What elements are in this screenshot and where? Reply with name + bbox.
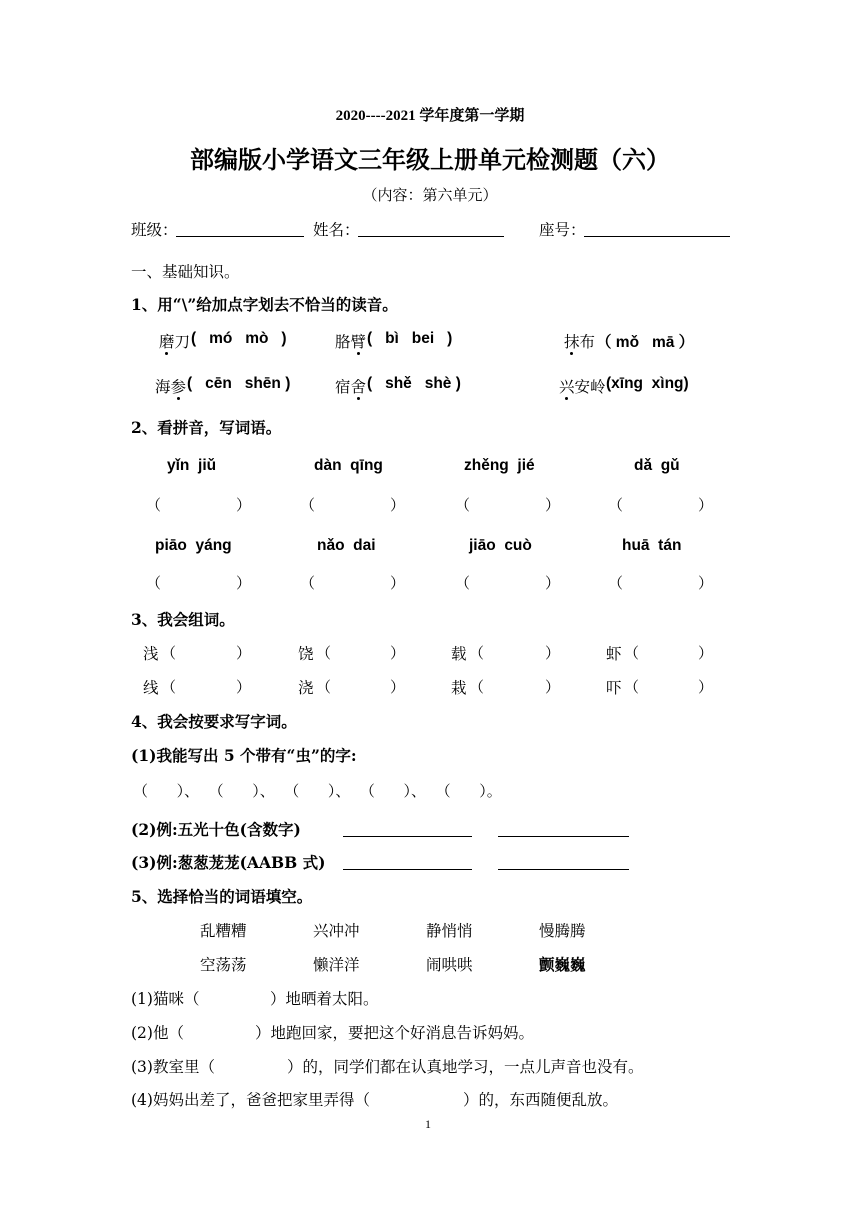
q3-character: 饶 <box>298 645 314 663</box>
q5-word-option: 懒洋洋 <box>313 956 360 974</box>
q5-sentence-4-end: ）的，东西随便乱放。 <box>463 1091 619 1109</box>
q5-sentence-4-start: (4)妈妈出差了，爸爸把家里弄得（ <box>131 1091 370 1109</box>
q1-word: 胳臂 <box>335 330 366 352</box>
q5-sentence-1-end: ）地晒着太阳。 <box>270 990 379 1008</box>
question-3-prompt: 3、我会组词。 <box>131 610 235 629</box>
q5-word-option: 闹哄哄 <box>426 956 473 974</box>
q5-sentence-3-end: ）的，同学们都在认真地学习，一点儿声音也没有。 <box>287 1058 644 1076</box>
q1-word: 磨刀 <box>159 330 190 352</box>
q5-sentence-3-start: (3)教室里（ <box>131 1058 215 1076</box>
q1-word: 宿舍 <box>335 375 366 397</box>
q2-answer-close: ） <box>698 496 714 514</box>
q2-answer-close: ） <box>236 496 252 514</box>
section-heading: 一、基础知识。 <box>131 263 240 281</box>
page-subtitle: （内容：第六单元） <box>362 186 498 204</box>
q4-blanks: （ ）、 （ ）、 （ ）、 （ ）、 （ ）。 <box>133 782 502 800</box>
q2-answer-open: （ <box>146 496 162 514</box>
q3-answer-close: ） <box>698 644 714 662</box>
q3-answer-close: ） <box>390 678 406 696</box>
question-4-prompt: 4、我会按要求写字词。 <box>131 712 297 731</box>
q3-answer-open: （ <box>469 678 485 696</box>
q5-word-option: 静悄悄 <box>426 922 473 940</box>
seat-label: 座号： <box>539 221 586 239</box>
name-field[interactable] <box>358 236 504 237</box>
class-field[interactable] <box>176 236 304 237</box>
q3-answer-close: ） <box>236 644 252 662</box>
page-number: 1 <box>425 1117 431 1131</box>
q4-sub1: (1)我能写出 5 个带有“虫”的字: <box>131 746 357 765</box>
q3-character: 浇 <box>298 679 314 697</box>
q3-answer-open: （ <box>316 678 332 696</box>
q3-answer-close: ） <box>390 644 406 662</box>
question-5-prompt: 5、选择恰当的词语填空。 <box>131 887 313 906</box>
q1-pinyin-options: ( bì bei ) <box>367 330 453 347</box>
q1-pinyin-options: ( cēn shēn ) <box>187 375 291 392</box>
q5-word-option: 乱糟糟 <box>200 922 247 940</box>
q3-answer-open: （ <box>624 678 640 696</box>
q3-answer-close: ） <box>545 644 561 662</box>
q1-pinyin-options: ( shě shè ) <box>367 375 461 392</box>
q2-answer-open: （ <box>146 574 162 592</box>
school-year: 2020----2021 学年度第一学期 <box>335 108 525 124</box>
q4-sub3: (3)例:葱葱茏茏(AABB 式) <box>131 853 326 872</box>
q3-character: 浅 <box>143 645 159 663</box>
q3-answer-close: ） <box>236 678 252 696</box>
q5-word-option: 慢腾腾 <box>539 922 586 940</box>
q5-sentence-1-start: (1)猫咪（ <box>131 990 200 1008</box>
q2-pinyin: huā tán <box>622 537 682 554</box>
q3-answer-close: ） <box>698 678 714 696</box>
q4-sub2-answer-1[interactable] <box>343 836 472 837</box>
q3-answer-open: （ <box>316 644 332 662</box>
q2-answer-close: ） <box>390 496 406 514</box>
q5-word-option: 颤巍巍 <box>539 955 586 974</box>
q2-answer-close: ） <box>236 574 252 592</box>
question-1-prompt: 1、用“\”给加点字划去不恰当的读音。 <box>131 295 398 314</box>
q3-character: 载 <box>451 645 467 663</box>
question-2-prompt: 2、看拼音，写词语。 <box>131 418 282 437</box>
q1-word: 兴安岭 <box>559 375 606 397</box>
q1-pinyin-options: （ mǒ mā ） <box>596 334 695 351</box>
q2-pinyin: piāo yáng <box>155 537 232 554</box>
q2-pinyin: zhěng jié <box>464 457 535 474</box>
q3-answer-open: （ <box>161 644 177 662</box>
q2-pinyin: dàn qīng <box>314 457 383 474</box>
q3-character: 线 <box>143 679 159 697</box>
q2-answer-open: （ <box>455 574 471 592</box>
q1-word: 抹布 <box>564 330 595 352</box>
q2-answer-open: （ <box>608 574 624 592</box>
q3-character: 虾 <box>606 645 622 663</box>
q4-sub2-answer-2[interactable] <box>498 836 629 837</box>
q2-answer-open: （ <box>300 496 316 514</box>
q4-sub3-answer-1[interactable] <box>343 869 472 870</box>
q3-answer-open: （ <box>624 644 640 662</box>
q3-answer-close: ） <box>545 678 561 696</box>
page-title: 部编版小学语文三年级上册单元检测题（六） <box>190 145 670 174</box>
q2-answer-close: ） <box>698 574 714 592</box>
q2-answer-open: （ <box>608 496 624 514</box>
q3-character: 吓 <box>606 679 622 697</box>
q2-pinyin: dǎ gǔ <box>634 457 680 474</box>
q2-pinyin: yǐn jiǔ <box>167 457 217 474</box>
q5-sentence-2-start: (2)他（ <box>131 1024 184 1042</box>
q2-answer-close: ） <box>545 496 561 514</box>
q1-pinyin-options: ( mó mò ) <box>191 330 287 347</box>
seat-field[interactable] <box>584 236 730 237</box>
q3-answer-open: （ <box>161 678 177 696</box>
q2-answer-open: （ <box>455 496 471 514</box>
q1-pinyin-options: (xīng xìng) <box>606 375 689 392</box>
q5-word-option: 空荡荡 <box>200 956 247 974</box>
q2-pinyin: nǎo dai <box>317 537 376 554</box>
name-label: 姓名： <box>313 221 360 239</box>
q4-sub3-answer-2[interactable] <box>498 869 629 870</box>
q5-sentence-2-end: ）地跑回家，要把这个好消息告诉妈妈。 <box>255 1024 535 1042</box>
q2-answer-close: ） <box>390 574 406 592</box>
q2-answer-open: （ <box>300 574 316 592</box>
q4-sub2: (2)例:五光十色(含数字) <box>131 820 301 839</box>
q3-character: 栽 <box>451 679 467 697</box>
q2-answer-close: ） <box>545 574 561 592</box>
q1-word: 海参 <box>155 375 186 397</box>
class-label: 班级： <box>131 221 178 239</box>
q3-answer-open: （ <box>469 644 485 662</box>
q2-pinyin: jiāo cuò <box>469 537 532 554</box>
q5-word-option: 兴冲冲 <box>313 922 360 940</box>
